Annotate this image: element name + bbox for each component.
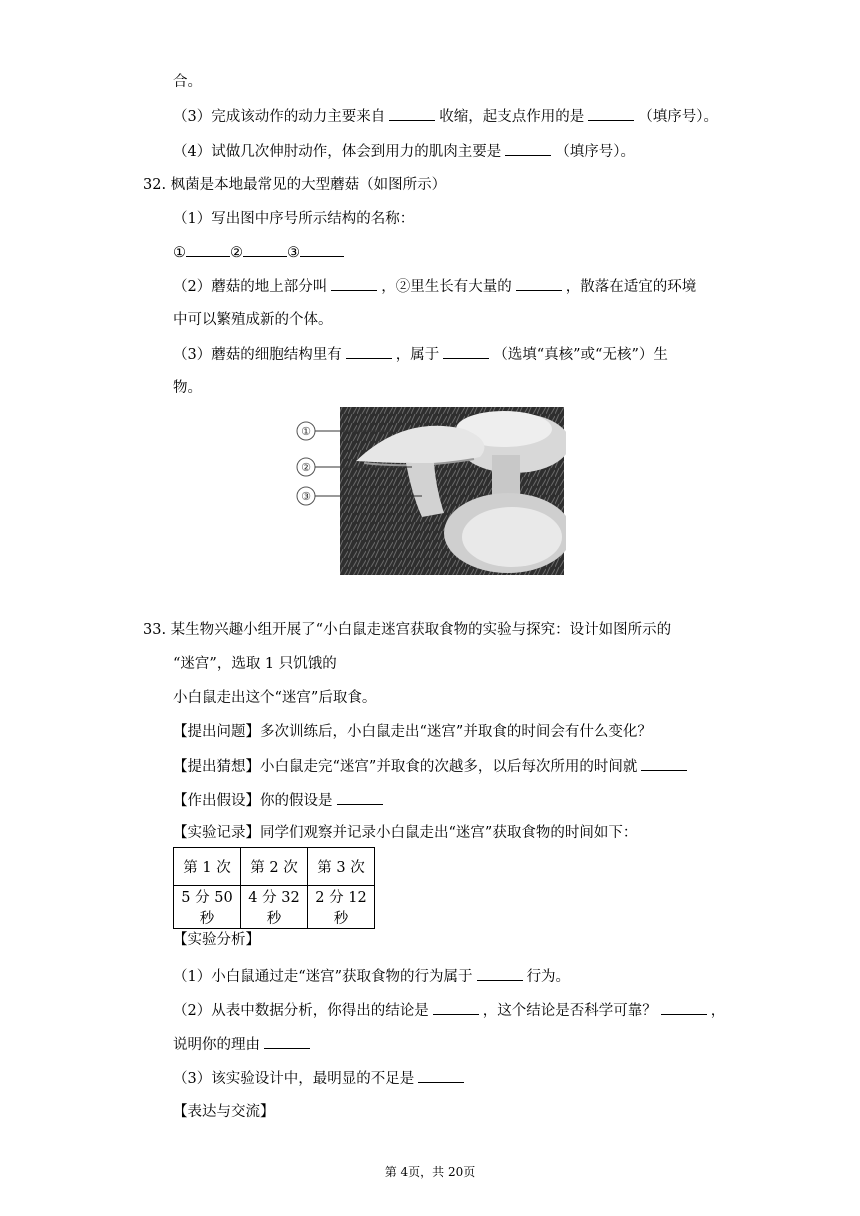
answer-blank[interactable] [516,276,562,291]
table-row [174,848,375,886]
text-line: “迷宫”，选取 1 只饥饿的 [173,656,337,672]
question-33-title: 33. 某生物兴趣小组开展了“小白鼠走迷宫获取食物的实验与探究：设计如图所示的 [143,622,672,638]
text-line: 物。 [173,380,202,396]
answer-blank[interactable] [389,106,435,121]
question-31-3: （3）完成该动作的动力主要来自 收缩，起支点作用的是 （填序号）。 [173,106,718,127]
question-31-4: （4）试做几次伸肘动作，体会到用力的肌肉主要是 （填序号）。 [173,141,635,162]
answer-blank[interactable] [337,790,383,805]
page-footer: 第 4页，共 20页 [384,1165,476,1179]
answer-blank[interactable] [346,344,392,359]
answer-blank[interactable] [433,1000,479,1015]
table-cell: 5 分 50 秒 [174,886,241,929]
table-cell: 4 分 32 秒 [241,886,308,929]
text-line: 小白鼠走出这个“迷宫”后取食。 [173,690,377,706]
question-32-title: 32. 枫菌是本地最常见的大型蘑菇（如图所示） [143,177,447,193]
question-32-1: （1）写出图中序号所示结构的名称： [173,211,415,227]
question-33-hypothesis: 【作出假设】你的假设是 [173,790,387,811]
answer-blank[interactable] [243,242,287,257]
answer-blank[interactable] [661,1000,707,1015]
question-33-a2: （2）从表中数据分析，你得出的结论是 ，这个结论是否科学可靠？ ， [173,1000,725,1021]
question-33-a2-reason: 说明你的理由 [173,1034,314,1055]
text-line: 合。 [173,74,202,90]
question-33-a1: （1）小白鼠通过走“迷宫”获取食物的行为属于 行为。 [173,966,570,987]
question-33-record: 【实验记录】同学们观察并记录小白鼠走出“迷宫”获取食物的时间如下： [173,825,638,841]
answer-blank[interactable] [300,242,344,257]
table-cell: 2 分 12 秒 [308,886,375,929]
mushroom-photo [294,405,566,577]
label-2: ② [301,461,311,474]
question-33-expression: 【表达与交流】 [173,1104,275,1120]
question-32-1-blanks: ① ② ③ [173,242,344,263]
table-header: 第 3 次 [308,848,375,886]
answer-blank[interactable] [641,756,687,771]
question-33-ask: 【提出问题】多次训练后，小白鼠走出“迷宫”并取食的时间会有什么变化？ [173,724,652,740]
answer-blank[interactable] [477,966,523,981]
label-1: ① [301,425,311,438]
table-row [174,886,375,929]
label-3: ③ [301,490,311,503]
record-table [173,847,375,929]
question-33-guess: 【提出猜想】小白鼠走完“迷宫”并取食的次越多，以后每次所用的时间就 [173,756,691,777]
question-33-analysis: 【实验分析】 [173,932,260,948]
answer-blank[interactable] [505,141,551,156]
question-32-2: （2）蘑菇的地上部分叫 ，②里生长有大量的 ，散落在适宜的环境 [173,276,696,297]
table-header: 第 2 次 [241,848,308,886]
answer-blank[interactable] [443,344,489,359]
answer-blank[interactable] [186,242,230,257]
answer-blank[interactable] [264,1034,310,1049]
answer-blank[interactable] [418,1068,464,1083]
question-33-a3: （3）该实验设计中，最明显的不足是 [173,1068,468,1089]
table-header: 第 1 次 [174,848,241,886]
answer-blank[interactable] [331,276,377,291]
text-line: 中可以繁殖成新的个体。 [173,312,333,328]
answer-blank[interactable] [588,106,634,121]
question-32-3: （3）蘑菇的细胞结构里有 ，属于 （选填“真核”或“无核”）生 [173,344,668,365]
